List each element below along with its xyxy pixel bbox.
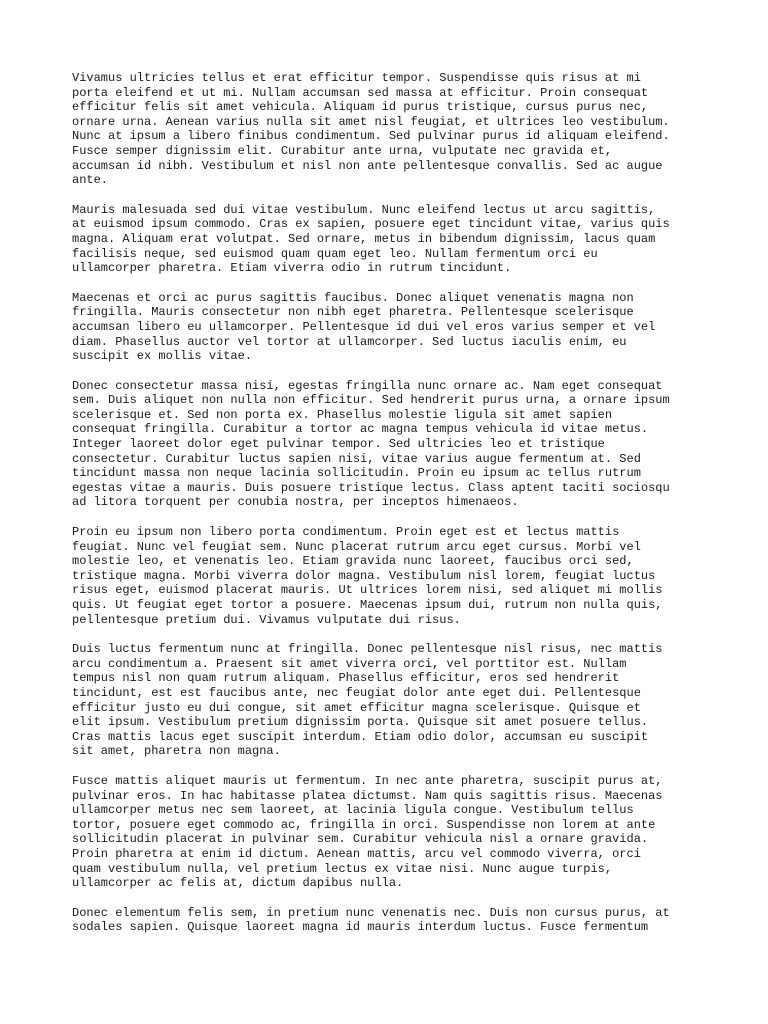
text-line: molestie leo, et venenatis leo. Etiam gravida nunc laoreet, faucibus orci sed, — [72, 554, 634, 569]
text-line: ullamcorper metus nec sem laoreet, at lacinia ligula congue. Vestibulum tellus — [72, 803, 634, 818]
text-line: Mauris malesuada sed dui vitae vestibulum. Nunc eleifend lectus ut arcu sagittis, — [72, 202, 656, 217]
paragraph — [72, 291, 712, 364]
text-line: fringilla. Mauris consectetur non nibh eget pharetra. Pellentesque scelerisque — [72, 305, 634, 320]
text-line: ante. — [72, 173, 109, 188]
text-line: egestas vitae a mauris. Duis posuere tristique lectus. Class aptent taciti sociosqu — [72, 480, 670, 495]
text-line: consectetur. Curabitur luctus sapien nisi, vitae varius augue fermentum at. Sed — [72, 451, 641, 466]
text-line: quis. Ut feugiat eget tortor a posuere. Maecenas ipsum dui, rutrum non nulla quis, — [72, 598, 663, 612]
text-line: efficitur justo eu dui congue, sit amet efficitur magna scelerisque. Quisque et — [72, 700, 641, 715]
text-line: ullamcorper pharetra. Etiam viverra odio in rutrum tincidunt. — [72, 261, 512, 276]
text-line: porta eleifend et ut mi. Nullam accumsan sed massa at efficitur. Proin consequat — [72, 85, 649, 100]
text-line: quam vestibulum nulla, vel pretium lectus ex vitae nisi. Nunc augue turpis, — [72, 861, 613, 876]
text-line: Nunc at ipsum a libero finibus condimentum. Sed pulvinar purus id aliquam eleifend. — [72, 129, 670, 144]
text-line: tincidunt massa non neque lacinia sollicitudin. Proin eu ipsum ac tellus rutrum — [72, 466, 641, 481]
text-line: efficitur felis sit amet vehicula. Aliquam id purus tristique, cursus purus nec, — [72, 100, 649, 115]
paragraph — [72, 525, 712, 627]
paragraph — [72, 203, 712, 276]
text-line: pulvinar eros. In hac habitasse platea dictumst. Nam quis sagittis risus. Maecenas — [72, 788, 663, 803]
text-line: sem. Duis aliquet non nulla non efficitur. Sed hendrerit purus urna, a ornare ipsum — [72, 393, 670, 408]
text-line: accumsan libero eu ullamcorper. Pellentesque id dui vel eros varius semper et vel — [72, 319, 656, 334]
text-line: sollicitudin placerat in pulvinar sem. Curabitur vehicula nisl a ornare gravida. — [72, 832, 649, 847]
text-line: at euismod ipsum commodo. Cras ex sapien, posuere eget tincidunt vitae, varius quis — [72, 217, 670, 232]
text-line: arcu condimentum a. Praesent sit amet viverra orci, vel porttitor est. Nullam — [72, 656, 627, 671]
text-line: Proin pharetra at enim id dictum. Aenean mattis, arcu vel commodo viverra, orci — [72, 846, 641, 861]
text-line: sit amet, pharetra non magna. — [72, 744, 281, 759]
text-line: Fusce semper dignissim elit. Curabitur ante urna, vulputate nec gravida et, — [72, 143, 613, 158]
text-line: pellentesque pretium dui. Vivamus vulputate dui risus. — [72, 612, 461, 627]
text-line: Proin eu ipsum non libero porta condimentum. Proin eget est et lectus mattis — [72, 525, 620, 540]
text-line: scelerisque et. Sed non porta ex. Phasellus molestie ligula sit amet sapien — [72, 407, 613, 422]
text-line: Integer laoreet dolor eget pulvinar tempor. Sed ultricies leo et tristique — [72, 437, 605, 452]
text-line: Donec elementum felis sem, in pretium nunc venenatis nec. Duis non cursus purus, at — [72, 905, 670, 920]
text-line: Vivamus ultricies tellus et erat efficitur tempor. Suspendisse quis risus at mi — [72, 71, 641, 85]
text-line: magna. Aliquam erat volutpat. Sed ornare, metus in bibendum dignissim, lacus quam — [72, 231, 656, 246]
text-line: diam. Phasellus auctor vel tortor at ullamcorper. Sed luctus iaculis enim, eu — [72, 334, 627, 349]
text-line: ad litora torquent per conubia nostra, per inceptos himenaeos. — [72, 495, 519, 510]
text-line: Duis luctus fermentum nunc at fringilla. Donec pellentesque nisl risus, nec mattis — [72, 642, 663, 657]
text-line: tempus nisl non quam rutrum aliquam. Phasellus efficitur, eros sed hendrerit — [72, 671, 620, 686]
text-line: sodales sapien. Quisque laoreet magna id mauris interdum luctus. Fusce fermentum — [72, 920, 649, 935]
paragraph — [72, 906, 712, 935]
document-body — [72, 71, 712, 950]
text-line: tortor, posuere eget commodo ac, fringilla in orci. Suspendisse non lorem at ante — [72, 817, 656, 832]
text-line: tristique magna. Morbi viverra dolor magna. Vestibulum nisl lorem, feugiat luctus — [72, 568, 656, 583]
text-line: ornare urna. Aenean varius nulla sit amet nisl feugiat, et ultrices leo vestibulum. — [72, 114, 670, 129]
text-line: suscipit ex mollis vitae. — [72, 349, 253, 364]
text-line: risus eget, euismod placerat mauris. Ut ultrices lorem nisi, sed aliquet mi mollis — [72, 583, 663, 598]
text-line: accumsan id nibh. Vestibulum et nisl non ante pellentesque convallis. Sed ac augue — [72, 158, 663, 173]
text-line: Fusce mattis aliquet mauris ut fermentum. In nec ante pharetra, suscipit purus at, — [72, 773, 663, 788]
text-line: tincidunt, est est faucibus ante, nec feugiat dolor ante eget dui. Pellentesque — [72, 685, 641, 700]
text-line: facilisis neque, sed euismod quam quam eget leo. Nullam fermentum orci eu — [72, 246, 598, 261]
text-line: elit ipsum. Vestibulum pretium dignissim porta. Quisque sit amet posuere tellus. — [72, 715, 649, 730]
text-line: feugiat. Nunc vel feugiat sem. Nunc placerat rutrum arcu eget cursus. Morbi vel — [72, 539, 641, 554]
text-line: Donec consectetur massa nisi, egestas fringilla nunc ornare ac. Nam eget consequat — [72, 378, 663, 393]
text-line: ullamcorper ac felis at, dictum dapibus nulla. — [72, 876, 404, 891]
paragraph — [72, 379, 712, 510]
paragraph — [72, 774, 712, 891]
text-line: Cras mattis lacus eget suscipit interdum. Etiam odio dolor, accumsan eu suscipit — [72, 729, 649, 744]
text-line: Maecenas et orci ac purus sagittis faucibus. Donec aliquet venenatis magna non — [72, 290, 634, 305]
paragraph — [72, 642, 712, 759]
text-line: consequat fringilla. Curabitur a tortor ac magna tempus vehicula id vitae metus. — [72, 422, 649, 437]
paragraph — [72, 71, 712, 188]
